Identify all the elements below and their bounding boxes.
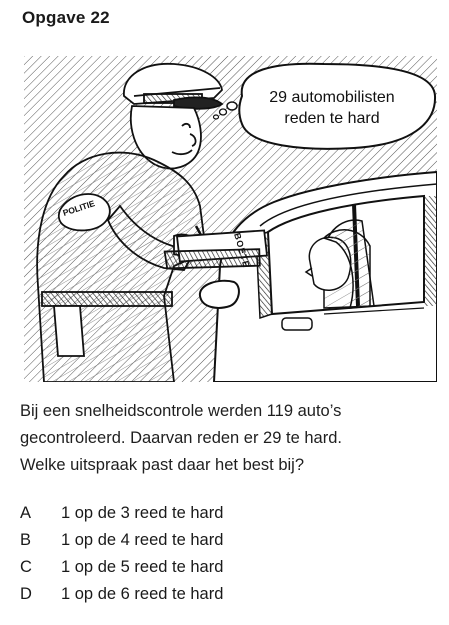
option-text: 1 op de 6 reed te hard bbox=[61, 585, 224, 603]
option-letter: D bbox=[20, 585, 32, 603]
option-letter: C bbox=[20, 558, 32, 576]
speech-bubble-text bbox=[232, 87, 432, 129]
question-text bbox=[20, 398, 440, 479]
police-badge-label: POLITIE bbox=[61, 198, 97, 218]
answer-option-d[interactable] bbox=[20, 581, 223, 608]
notepad-label: BOETE bbox=[232, 231, 252, 270]
answer-option-b[interactable] bbox=[20, 527, 223, 554]
exercise-title: Opgave 22 bbox=[22, 8, 110, 27]
question-line: Bij een snelheidscontrole werden 119 auto’s bbox=[20, 402, 342, 420]
question-line: Welke uitspraak past daar het best bij? bbox=[20, 456, 305, 474]
answer-options bbox=[20, 500, 223, 608]
side-mirror bbox=[200, 281, 239, 308]
answer-option-c[interactable] bbox=[20, 554, 223, 581]
answer-option-a[interactable] bbox=[20, 500, 223, 527]
option-text: 1 op de 4 reed te hard bbox=[61, 531, 224, 549]
bubble-tail-dot bbox=[214, 115, 219, 119]
option-letter: A bbox=[20, 504, 32, 522]
option-letter: B bbox=[20, 531, 32, 549]
option-text: 1 op de 5 reed te hard bbox=[61, 558, 224, 576]
speech-bubble-line: 29 automobilisten bbox=[269, 89, 395, 106]
question-line: gecontroleerd. Daarvan reden er 29 te hard. bbox=[20, 429, 342, 447]
bubble-tail-dot bbox=[220, 109, 227, 115]
door-handle bbox=[282, 318, 312, 330]
speech-bubble-line: reden te hard bbox=[284, 110, 380, 127]
option-text: 1 op de 3 reed te hard bbox=[61, 504, 224, 522]
